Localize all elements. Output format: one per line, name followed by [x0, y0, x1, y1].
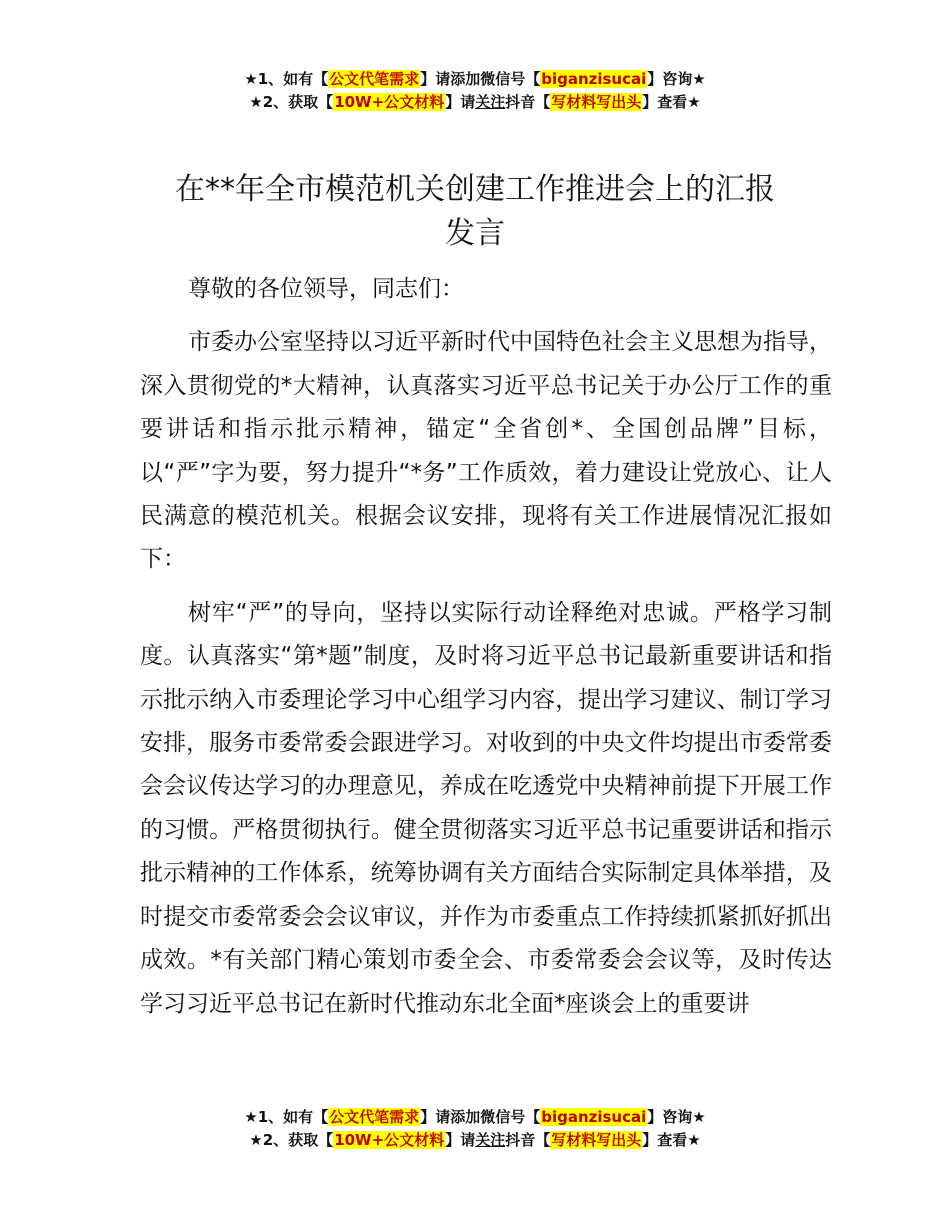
- paragraph-2: 树牢“严”的导向，坚持以实际行动诠释绝对忠诚。严格学习制度。认真落实“第*题”制度，及时将习近平总书记最新重要讲话和指示批示纳入市委理论学习中心组学习内容，提出学习建议、制订学习安排，服务市委常委会跟进学习。对收到的中央文件均提出市委常委会会议传达学习的办理意见，养成在吃透党中央精神前提下开展工作的习惯。严格贯彻执行。健全贯彻落实习近平总书记重要讲话和指示批示精神的工作体系，统筹协调有关方面结合实际制定具体举措，及时提交市委常委会会议审议，并作为市委重点工作持续抓紧抓好抓出成效。*有关部门精心策划市委全会、市委常委会会议等，及时传达学习习近平总书记在新时代推动东北全面*座谈会上的重要讲: [140, 599, 832, 1017]
- title-line-1: 在**年全市模范机关创建工作推进会上的汇报: [175, 172, 775, 207]
- banner-line-2: ★2、获取【10W+公文材料】请关注抖音【写材料写出头】查看★: [249, 1131, 701, 1149]
- banner-line-1: ★1、如有【公文代笔需求】请添加微信号【biganzisucai】咨询★: [244, 1108, 706, 1126]
- document-body: [140, 268, 832, 1026]
- title-line-2: 发言: [445, 216, 505, 251]
- document-title: [100, 168, 850, 256]
- highlight-ghostwriting: 公文代笔需求: [329, 70, 420, 88]
- highlight-materials: 10W+公文材料: [334, 1131, 445, 1149]
- underlined-follow: 关注: [475, 93, 506, 111]
- banner-line-1: ★1、如有【公文代笔需求】请添加微信号【biganzisucai】咨询★: [244, 70, 706, 88]
- paragraph-1: 市委办公室坚持以习近平新时代中国特色社会主义思想为指导，深入贯彻党的*大精神，认真落实习近平总书记关于办公厅工作的重要讲话和指示批示精神，锚定“全省创*、全国创品牌”目标，以“严”字为要，努力提升“*务”工作质效，着力建设让党放心、让人民满意的模范机关。根据会议安排，现将有关工作进展情况汇报如下：: [140, 329, 832, 573]
- highlight-wechat-id: biganzisucai: [541, 1108, 647, 1126]
- header-banner: [0, 68, 950, 114]
- salutation: 尊敬的各位领导，同志们：: [188, 276, 464, 302]
- highlight-wechat-id: biganzisucai: [541, 70, 647, 88]
- underlined-follow: 关注: [475, 1131, 506, 1149]
- highlight-materials: 10W+公文材料: [334, 93, 445, 111]
- highlight-douyin-account: 写材料写出头: [551, 93, 642, 111]
- highlight-douyin-account: 写材料写出头: [551, 1131, 642, 1149]
- banner-line-2: ★2、获取【10W+公文材料】请关注抖音【写材料写出头】查看★: [249, 93, 701, 111]
- footer-banner: [0, 1106, 950, 1152]
- highlight-ghostwriting: 公文代笔需求: [329, 1108, 420, 1126]
